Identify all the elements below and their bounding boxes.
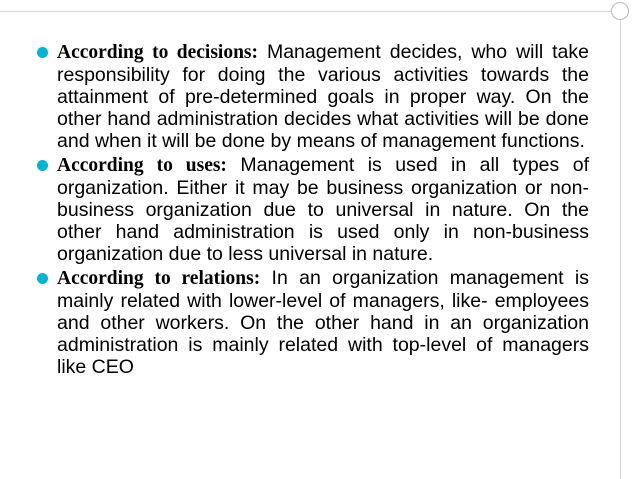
bullet-paragraph	[57, 41, 589, 152]
bullet-dot-icon	[37, 47, 48, 58]
bullet-item-uses	[37, 154, 589, 265]
bullet-body: Management is used in all types of organization. Either it may be business organization or non-business organization due to universal in nature. On the other hand administration is used only in non-business organization due to less universal in nature.	[57, 154, 589, 265]
bullet-body: In an organization management is mainly related with lower-level of managers, like- employees and other workers. On the other hand in an organization administration is mainly related with top-level of managers like CEO	[57, 267, 589, 378]
bullet-dot-icon	[37, 160, 48, 171]
bullet-item-decisions	[37, 41, 589, 152]
bullet-term: According to decisions:	[57, 42, 258, 63]
slide-right-divider	[620, 11, 621, 479]
slide-top-divider	[0, 11, 620, 12]
bullet-term: According to uses:	[57, 155, 227, 176]
bullet-paragraph	[57, 267, 589, 378]
bullet-paragraph	[57, 154, 589, 265]
bullet-dot-icon	[37, 273, 48, 284]
bullet-body: Management decides, who will take responsibility for doing the various activities towards the attainment of pre-determined goals in proper way. On the other hand administration decides what activities will be done and when it will be done by means of management functions.	[57, 41, 589, 152]
bullet-list	[37, 41, 589, 380]
slide-corner-circle	[611, 2, 629, 20]
bullet-term: According to relations:	[57, 268, 261, 289]
bullet-item-relations	[37, 267, 589, 378]
